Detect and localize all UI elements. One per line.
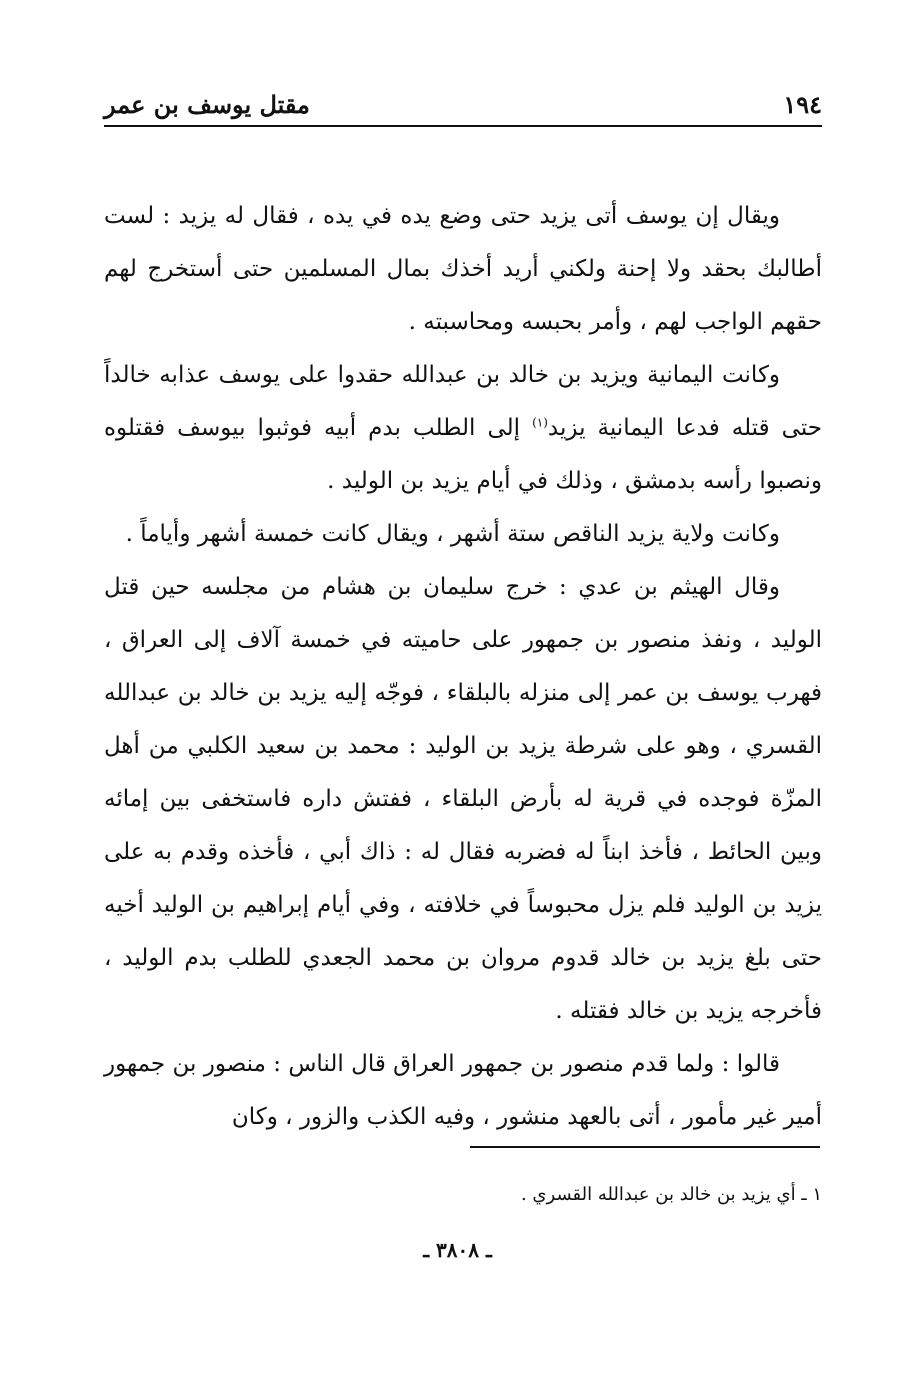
footer-page-number: ـ ٣٨٠٨ ـ — [423, 1238, 492, 1262]
paragraph-2-end: إلى الطلب بدم أبيه فوثبوا بيوسف فقتلوه ونصبوا رأسه بدمشق ، وذلك في أيام يزيد بن الوليد . — [104, 415, 822, 494]
paragraph-4: وقال الهيثم بن عدي : خرج سليمان بن هشام من مجلسه حين قتل الوليد ، ونفذ منصور بن جمهور على حاميته في خمسة آلاف إلى العراق ، فهرب يوسف بن عمر إلى منزله بالبلقاء ، فوجّه إليه يزيد بن خالد بن عبدالله القسري ، وهو على شرطة يزيد بن الوليد : محمد بن سعيد الكلبي من أهل المزّة فوجده في قرية له بأرض البلقاء ، ففتش داره فاستخفى بين إمائه وبين الحائط ، فأخذ ابناً له فضربه فقال له : ذاك أبي ، فأخذه وقدم به على يزيد بن الوليد فلم يزل محبوساً في خلافته ، وفي أيام إبراهيم بن الوليد أخيه حتى بلغ يزيد بن خالد قدوم مروان بن محمد الجعدي للطلب بدم الوليد ، فأخرجه يزيد بن خالد فقتله . — [104, 574, 822, 1024]
header-page-number: ١٩٤ — [783, 89, 822, 119]
footnote-marker: (١) — [532, 415, 548, 430]
header-rule — [104, 125, 822, 127]
paragraph-2-start: وكانت اليمانية ويزيد بن خالد بن عبدالله حقدوا على يوسف عذابه خالداً حتى قتله فدعا اليمانية يزيد — [104, 362, 822, 441]
footnote: ١ ـ أي يزيد بن خالد بن عبدالله القسري . — [520, 1184, 822, 1205]
running-header — [104, 86, 822, 122]
paragraph-5: قالوا : ولما قدم منصور بن جمهور العراق قال الناس : منصور بن جمهور أمير غير مأمور ، أتى بالعهد منشور ، وفيه الكذب والزور ، وكان — [104, 1051, 822, 1130]
header-chapter-title: مقتل يوسف بن عمر — [104, 89, 310, 119]
paragraph-2 — [104, 349, 822, 508]
paragraph-3: وكانت ولاية يزيد الناقص ستة أشهر ، ويقال كانت خمسة أشهر وأياماً . — [125, 521, 780, 547]
footnote-rule — [470, 1146, 820, 1148]
paragraph-1: ويقال إن يوسف أتى يزيد حتى وضع يده في يده ، فقال له يزيد : لست أطالبك بحقد ولا إحنة ولكني أريد أخذك بمال المسلمين حتى أستخرج لهم حقهم الواجب لهم ، وأمر بحبسه ومحاسبته . — [104, 203, 822, 335]
body-text — [104, 190, 822, 1144]
